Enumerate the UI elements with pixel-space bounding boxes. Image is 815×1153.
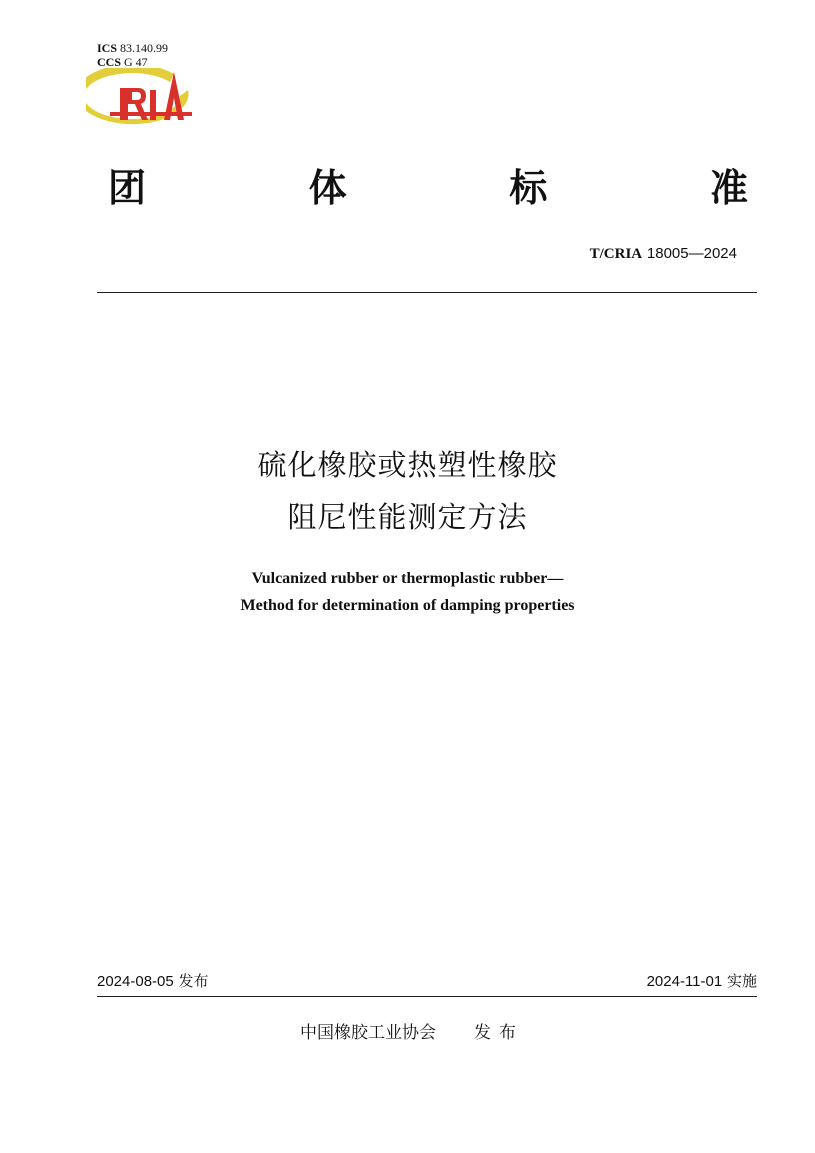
- issue-date-label: 发布: [178, 972, 209, 990]
- issue-date-value: 2024-08-05: [97, 973, 174, 990]
- standard-prefix: T/CRIA: [589, 246, 643, 262]
- logo-letters: [110, 72, 192, 120]
- cria-logo: [86, 68, 211, 153]
- issuer-name: 中国橡胶工业协会: [300, 1023, 436, 1043]
- issuing-organization: [300, 1021, 524, 1045]
- footer-divider: [97, 996, 757, 997]
- standard-number: [590, 243, 737, 264]
- title-en-line-1: Vulcanized rubber or thermoplastic rubber—: [251, 570, 564, 587]
- doc-type-char-4: 准: [709, 166, 748, 210]
- title-en-line-2: Method for determination of damping properties: [240, 597, 575, 614]
- implementation-date: [647, 970, 757, 993]
- ics-label: ICS: [97, 41, 118, 55]
- document-type-heading: [108, 163, 748, 213]
- header-divider: [97, 292, 757, 293]
- ics-row: [97, 41, 168, 55]
- doc-type-char-1: 团: [108, 166, 147, 210]
- title-zh-line-2: 阻尼性能测定方法: [287, 500, 528, 534]
- ics-code: 83.140.99: [120, 41, 169, 55]
- classification-codes: [97, 41, 168, 69]
- ccs-code: G 47: [124, 55, 148, 69]
- implementation-date-value: 2024-11-01: [646, 973, 723, 990]
- standard-code: 18005—2024: [646, 245, 737, 262]
- implementation-date-label: 实施: [726, 972, 757, 990]
- doc-type-char-3: 标: [509, 166, 548, 210]
- title-zh-line-1: 硫化橡胶或热塑性橡胶: [257, 448, 558, 482]
- doc-type-char-2: 体: [308, 166, 347, 210]
- issuer-publish-label: 发布: [474, 1023, 524, 1043]
- ccs-label: CCS: [97, 55, 122, 69]
- issue-date: [97, 970, 209, 993]
- ccs-row: [97, 55, 168, 69]
